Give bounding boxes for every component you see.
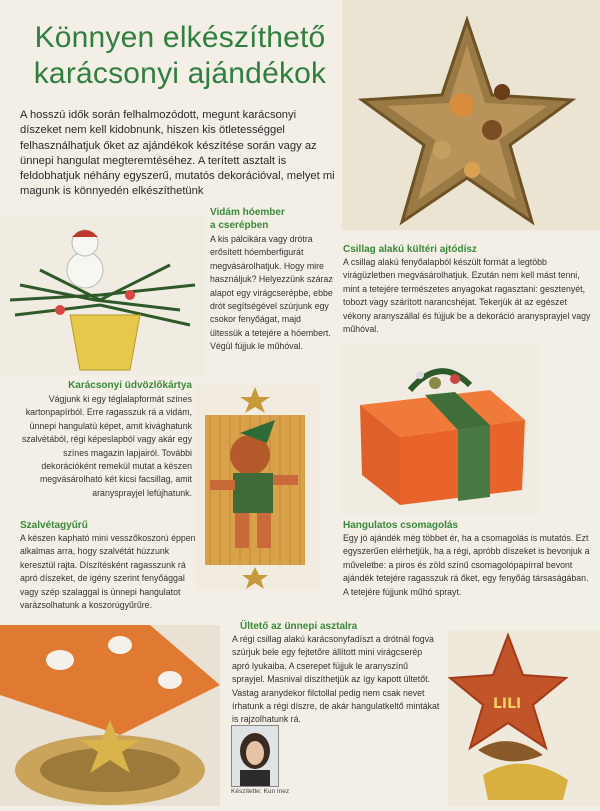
csillag-text: A csillag alakú fenyőalapból készült formát a legtöbb virágüzletben megvásárolhatjuk. Ezután nem kell mást tenni, mint a tetejére természetes anyagokat ragasztani: gesztenyét, tobozt vagy szárított narancshéjat. Tekerjük át az egészet vékony aranyszállal és fújjuk be a dekoráció aranysprayjel vagy műhóval. <box>343 257 591 335</box>
hoember-heading-line2: a cserépben <box>210 220 269 231</box>
author-credit: Készítette: Kun Inez <box>231 788 290 795</box>
author-portrait-photo <box>231 725 279 787</box>
intro-text: A hosszú idők során felhalmozódott, megunt karácsonyi díszeket nem kell kidobnunk, hiszen kis ötletességgel felhasználhatjuk őket az ajándékok készítése során vagy az ünnepi hangulat megteremtéséhez. A terített asztalt is feldobhatjuk néhány egyszerű, mutatós dekorációval, melyet mi magunk is könnyedén elkészíthetünk <box>20 109 335 198</box>
csomagolas-heading: Hangulatos csomagolás <box>343 520 459 531</box>
csomagolas-text: Egy jó ajándék még többet ér, ha a csomagolás is mutatós. Ezt egyszerűen elérhetjük, ha a régi, apróbb díszeket is bevonjuk a műveletbe: a piros és zöld színű csomagolópapírral bevont ajándék tetejére ragasszuk rá őket, egy fenyőág társaságában. A tetejére fújjunk műhó sprayt. <box>343 533 590 597</box>
hoember-text: A kis pálcikára vagy drótra erősített hóemberfigurát megvásárolhatjuk. Hogy mire használjuk? Helyezzünk száraz alapot egy virágcserépbe, ebbe drót segítségével szúrjunk egy csokor fenyőágat, majd ültessük a tetejére a hóembert. Végül fújjuk le műhóval. <box>210 234 333 352</box>
ulteto-text: A régi csillag alakú karácsonyfadíszt a drótnál fogva szúrjuk bele egy fejtetőre állított mini virágcserép apró lyukaiba. A cserepet fújjuk le aranyszínű sprayjel. Masnival díszíthetjük az így kapott ültetőt. Vastag aranydekor filctollal pedig nem csak nevet írhatunk a régi díszre, de akár hangulatkeltő mintákat is rajzolhatunk rá. <box>232 634 440 725</box>
szalvetagyuru-heading: Szalvétagyűrű <box>20 520 88 531</box>
napkin-ring-photo <box>0 625 220 806</box>
page-title: Könnyen elkészíthető karácsonyi ajándékok <box>33 21 327 90</box>
udvozlokartya-text: Vágjunk ki egy téglalapformát színes kartonpapírból. Erre ragasszuk rá a vidám, ünnepi hangulatú képet, amit kivághatunk szalvétából, régi képeslapból vagy akár egy színes magazin lapjairól. További dekorációként remekül mutat a készen megvásárolható két kicsi facsillag, amit aranysprayjel lefújhatunk. <box>21 394 192 498</box>
snowman-pot-photo <box>0 215 205 375</box>
gift-package-photo <box>340 345 540 515</box>
hoember-heading-line1: Vidám hóember <box>210 207 285 218</box>
hoember-heading <box>210 206 340 232</box>
star-place-card-photo <box>448 630 600 806</box>
ulteto-heading: Ültető az ünnepi asztalra <box>240 621 358 632</box>
udvozlokartya-heading: Karácsonyi üdvözlőkártya <box>68 380 192 391</box>
szalvetagyuru-text: A készen kapható mini vesszőkoszorú éppen alkalmas arra, hogy szalvétát húzzunk keresztül rajta. Díszítésként ragasszunk rá apró díszeket, de igény szerint fenyőággal vagy szép szalaggal is ünnepi hangulatot varázsolhatunk a koszorúgyűrűre. <box>20 533 196 611</box>
csillag-heading: Csillag alakú kültéri ajtódísz <box>343 244 477 255</box>
greeting-card-photo <box>195 385 320 590</box>
place-card-name: LILI <box>493 696 522 712</box>
star-decoration-photo <box>342 0 600 230</box>
